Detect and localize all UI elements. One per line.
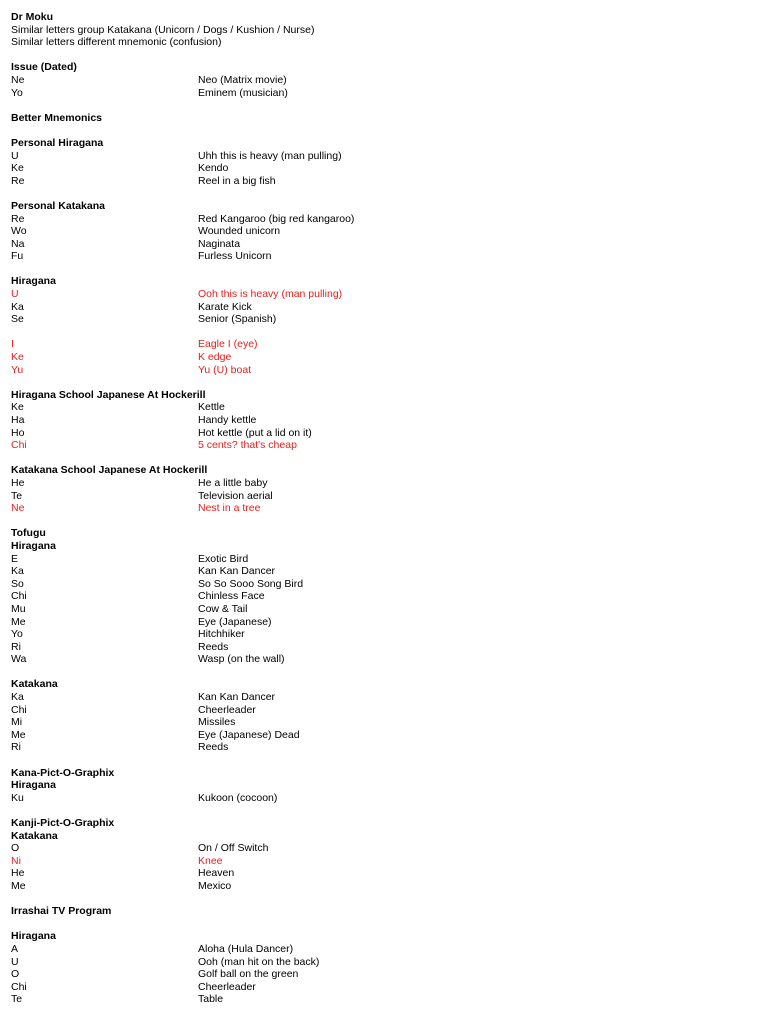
- mnemonic-text: Reel in a big fish: [198, 174, 276, 187]
- kana-name: Te: [11, 489, 23, 502]
- kana-name: Mu: [11, 602, 26, 615]
- heading-text: Hiragana: [11, 930, 56, 943]
- kana-name: Re: [11, 174, 25, 187]
- mnemonic-row: [11, 792, 751, 805]
- mnemonic-text: Heaven: [198, 867, 235, 880]
- kana-name: So: [11, 577, 24, 590]
- kana-name: Ke: [11, 162, 24, 175]
- section-heading: [11, 275, 751, 288]
- kana-name: Te: [11, 993, 23, 1006]
- section-heading: [11, 11, 751, 24]
- kana-name: Ka: [11, 565, 24, 578]
- kana-name: He: [11, 476, 25, 489]
- section-heading: [11, 464, 751, 477]
- mnemonic-text: Cow & Tail: [198, 602, 248, 615]
- kana-name: O: [11, 968, 20, 981]
- kana-name: Ho: [11, 426, 25, 439]
- mnemonic-row: [11, 616, 751, 629]
- heading-text: Hiragana School Japanese At Hockerill: [11, 388, 206, 401]
- mnemonic-text: K edge: [198, 351, 232, 364]
- kana-name: Yo: [11, 628, 23, 641]
- blank-line: [11, 376, 751, 389]
- mnemonic-row: [11, 338, 751, 351]
- kana-name: Ka: [11, 300, 24, 313]
- mnemonic-row: [11, 351, 751, 364]
- mnemonic-text: He a little baby: [198, 476, 268, 489]
- heading-text: Kana-Pict-O-Graphix: [11, 766, 115, 779]
- kana-name: Ku: [11, 791, 24, 804]
- mnemonic-text: Missiles: [198, 716, 236, 729]
- mnemonic-text: Eye (Japanese): [198, 615, 272, 628]
- mnemonic-text: Furless Unicorn: [198, 250, 272, 263]
- mnemonic-text: On / Off Switch: [198, 842, 269, 855]
- mnemonic-row: [11, 855, 751, 868]
- mnemonic-text: Uhh this is heavy (man pulling): [198, 149, 342, 162]
- mnemonic-text: Kettle: [198, 401, 225, 414]
- kana-name: Ka: [11, 691, 24, 704]
- section-heading: [11, 930, 751, 943]
- mnemonic-text: Television aerial: [198, 489, 273, 502]
- kana-name: Ke: [11, 401, 24, 414]
- kana-name: Ha: [11, 414, 25, 426]
- mnemonic-text: Eagle I (eye): [198, 338, 258, 351]
- mnemonic-text: Kukoon (cocoon): [198, 791, 278, 804]
- mnemonic-row: [11, 590, 751, 603]
- mnemonic-text: Kendo: [198, 162, 229, 175]
- kana-name: Mi: [11, 716, 23, 729]
- mnemonic-text: Ooh this is heavy (man pulling): [198, 288, 343, 301]
- mnemonic-text: So So Sooo Song Bird: [198, 577, 304, 590]
- mnemonic-text: Neo (Matrix movie): [198, 73, 287, 86]
- heading-text: Katakana School Japanese At Hockerill: [11, 464, 208, 477]
- section-heading: [11, 540, 751, 553]
- section-heading: [11, 137, 751, 150]
- blank-line: [11, 754, 751, 767]
- mnemonic-text: Wounded unicorn: [198, 225, 281, 238]
- blank-line: [11, 326, 751, 339]
- mnemonic-row: [11, 842, 751, 855]
- section-heading: [11, 830, 751, 843]
- mnemonic-text: 5 cents? that's cheap: [198, 439, 297, 452]
- line-text: Similar letters different mnemonic (confusion): [11, 36, 222, 49]
- mnemonic-row: [11, 175, 751, 188]
- mnemonic-text: Chinless Face: [198, 590, 265, 603]
- kana-name: Ke: [11, 351, 24, 364]
- kana-name: U: [11, 288, 19, 301]
- mnemonic-row: [11, 641, 751, 654]
- kana-name: Me: [11, 879, 26, 892]
- heading-text: Katakana: [11, 829, 58, 842]
- mnemonic-text: Wasp (on the wall): [198, 653, 285, 666]
- mnemonic-row: [11, 867, 751, 880]
- kana-name: Wo: [11, 225, 27, 238]
- mnemonic-row: [11, 414, 751, 427]
- section-heading: [11, 527, 751, 540]
- mnemonic-text: Kan Kan Dancer: [198, 565, 276, 578]
- mnemonic-row: [11, 87, 751, 100]
- section-heading: [11, 200, 751, 213]
- blank-line: [11, 804, 751, 817]
- section-heading: [11, 389, 751, 402]
- blank-line: [11, 263, 751, 276]
- mnemonic-text: Cheerleader: [198, 980, 256, 993]
- section-heading: [11, 767, 751, 780]
- kana-name: Chi: [11, 703, 27, 716]
- mnemonic-row: [11, 993, 751, 1006]
- mnemonic-row: [11, 238, 751, 251]
- mnemonic-row: [11, 150, 751, 163]
- blank-line: [11, 124, 751, 137]
- mnemonic-text: Table: [198, 993, 224, 1006]
- blank-line: [11, 99, 751, 112]
- mnemonic-text: Ooh (man hit on the back): [198, 955, 320, 968]
- mnemonic-row: [11, 74, 751, 87]
- mnemonic-row: [11, 704, 751, 717]
- kana-name: U: [11, 955, 19, 968]
- mnemonic-row: [11, 401, 751, 414]
- blank-line: [11, 452, 751, 465]
- kana-name: Wa: [11, 653, 27, 666]
- kana-name: U: [11, 149, 19, 162]
- mnemonic-text: Handy kettle: [198, 414, 257, 426]
- kana-name: Se: [11, 313, 24, 326]
- mnemonic-text: Senior (Spanish): [198, 313, 277, 326]
- mnemonic-row: [11, 288, 751, 301]
- heading-text: Irrashai TV Program: [11, 905, 112, 918]
- section-heading: [11, 905, 751, 918]
- heading-text: Hiragana: [11, 539, 56, 552]
- mnemonic-text: Yu (U) boat: [198, 363, 252, 376]
- mnemonic-text: Nest in a tree: [198, 502, 261, 515]
- kana-name: Me: [11, 728, 26, 741]
- mnemonic-row: [11, 653, 751, 666]
- mnemonic-row: [11, 578, 751, 591]
- blank-line: [11, 49, 751, 62]
- blank-line: [11, 893, 751, 906]
- mnemonic-row: [11, 565, 751, 578]
- kana-name: Chi: [11, 439, 27, 452]
- mnemonic-text: Mexico: [198, 879, 232, 892]
- heading-text: Hiragana: [11, 779, 56, 792]
- mnemonic-row: [11, 741, 751, 754]
- kana-name: He: [11, 867, 25, 880]
- line-text: Similar letters group Katakana (Unicorn / Dogs / Kushion / Nurse): [11, 23, 315, 36]
- text-line: [11, 36, 751, 49]
- mnemonic-row: [11, 691, 751, 704]
- kana-name: I: [11, 338, 14, 351]
- kana-name: E: [11, 552, 19, 565]
- kana-name: Fu: [11, 250, 24, 263]
- blank-line: [11, 187, 751, 200]
- mnemonic-row: [11, 213, 751, 226]
- kana-name: Na: [11, 237, 25, 250]
- document-page: [11, 11, 751, 1006]
- mnemonic-text: Reeds: [198, 741, 229, 754]
- section-heading: [11, 678, 751, 691]
- mnemonic-row: [11, 603, 751, 616]
- mnemonic-text: Hitchhiker: [198, 628, 245, 641]
- mnemonic-text: Red Kangaroo (big red kangaroo): [198, 212, 355, 225]
- mnemonic-row: [11, 313, 751, 326]
- mnemonic-row: [11, 162, 751, 175]
- kana-name: Ri: [11, 741, 21, 754]
- mnemonic-row: [11, 301, 751, 314]
- mnemonic-text: Aloha (Hula Dancer): [198, 942, 294, 955]
- kana-name: O: [11, 842, 20, 855]
- mnemonic-row: [11, 943, 751, 956]
- mnemonic-text: Cheerleader: [198, 703, 256, 716]
- kana-name: Ni: [11, 854, 21, 867]
- mnemonic-text: Exotic Bird: [198, 552, 249, 565]
- kana-name: Ne: [11, 73, 25, 86]
- mnemonic-row: [11, 628, 751, 641]
- kana-name: Yo: [11, 86, 23, 99]
- mnemonic-text: Hot kettle (put a lid on it): [198, 426, 312, 439]
- mnemonic-text: Golf ball on the green: [198, 968, 299, 981]
- blank-line: [11, 515, 751, 528]
- heading-text: Dr Moku: [11, 11, 53, 23]
- mnemonic-row: [11, 502, 751, 515]
- kana-name: Chi: [11, 590, 27, 603]
- section-heading: [11, 61, 751, 74]
- mnemonic-row: [11, 880, 751, 893]
- blank-line: [11, 666, 751, 679]
- heading-text: Personal Katakana: [11, 199, 105, 212]
- blank-line: [11, 918, 751, 931]
- mnemonic-row: [11, 968, 751, 981]
- kana-name: Chi: [11, 980, 27, 993]
- heading-text: Hiragana: [11, 275, 56, 288]
- section-heading: [11, 112, 751, 125]
- mnemonic-text: Kan Kan Dancer: [198, 691, 276, 704]
- heading-text: Better Mnemonics: [11, 111, 103, 124]
- kana-name: A: [11, 942, 19, 955]
- mnemonic-text: Eminem (musician): [198, 86, 288, 99]
- heading-text: Tofugu: [11, 527, 46, 540]
- mnemonic-row: [11, 439, 751, 452]
- mnemonic-row: [11, 553, 751, 566]
- mnemonic-text: Karate Kick: [198, 300, 252, 313]
- kana-name: Ri: [11, 640, 21, 653]
- mnemonic-text: Reeds: [198, 640, 229, 653]
- mnemonic-row: [11, 490, 751, 503]
- heading-text: Personal Hiragana: [11, 136, 104, 149]
- mnemonic-row: [11, 956, 751, 969]
- heading-text: Issue (Dated): [11, 61, 77, 74]
- mnemonic-row: [11, 729, 751, 742]
- mnemonic-text: Knee: [198, 854, 223, 867]
- section-heading: [11, 817, 751, 830]
- kana-name: Ne: [11, 502, 25, 515]
- mnemonic-row: [11, 477, 751, 490]
- mnemonic-row: [11, 250, 751, 263]
- kana-name: Me: [11, 615, 26, 628]
- mnemonic-row: [11, 716, 751, 729]
- heading-text: Kanji-Pict-O-Graphix: [11, 817, 115, 829]
- mnemonic-text: Eye (Japanese) Dead: [198, 728, 300, 741]
- kana-name: Re: [11, 212, 25, 225]
- mnemonic-row: [11, 225, 751, 238]
- kana-name: Yu: [11, 363, 24, 376]
- section-heading: [11, 779, 751, 792]
- mnemonic-row: [11, 364, 751, 377]
- heading-text: Katakana: [11, 678, 58, 691]
- mnemonic-row: [11, 981, 751, 994]
- text-line: [11, 24, 751, 37]
- mnemonic-text: Naginata: [198, 237, 241, 250]
- mnemonic-row: [11, 427, 751, 440]
